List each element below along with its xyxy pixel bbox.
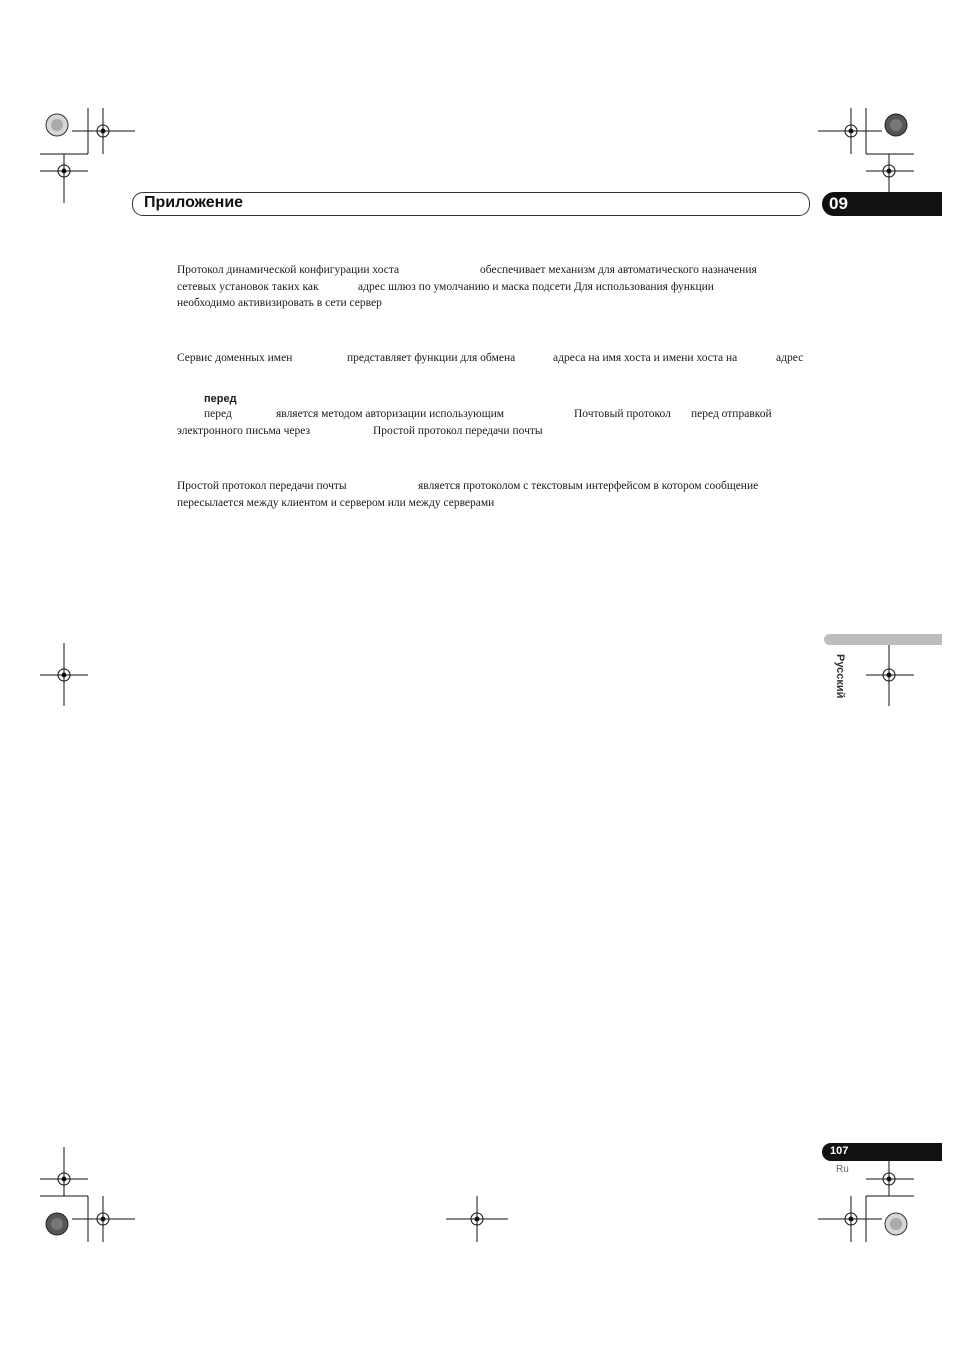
page-number: 107 xyxy=(830,1145,849,1157)
pop-line2-a: электронного письма через xyxy=(177,425,311,437)
pop-before-heading: перед xyxy=(204,393,237,405)
pop-line1-a: перед xyxy=(204,408,232,420)
dns-line1-d: адрес xyxy=(776,352,804,364)
page-language-code: Ru xyxy=(836,1164,849,1175)
page-title: Приложение xyxy=(144,194,244,211)
dhcp-line3: необходимо активизировать в сети сервер xyxy=(177,297,382,309)
pop-line1-b: является методом авторизации использующим xyxy=(276,408,505,420)
dhcp-line1-a: Протокол динамической конфигурации хоста xyxy=(177,264,400,276)
smtp-line1-a: Простой протокол передачи почты xyxy=(177,480,347,492)
smtp-line2: пересылается между клиентом и сервером или между серверами xyxy=(177,497,495,509)
language-label: Русский xyxy=(834,654,846,699)
dns-line1-c: адреса на имя хоста и имени хоста на xyxy=(553,352,738,364)
pop-line1-d: перед отправкой xyxy=(691,408,772,420)
language-tab-bar xyxy=(824,634,942,645)
dhcp-line2-b: адрес шлюз по умолчанию и маска подсети Для использования функции xyxy=(358,281,714,293)
pop-line1-c: Почтовый протокол xyxy=(574,408,671,420)
chapter-number: 09 xyxy=(829,194,848,213)
smtp-line1-b: является протоколом с текстовым интерфейсом в котором сообщение xyxy=(418,480,759,492)
dns-line1-a: Сервис доменных имен xyxy=(177,352,293,364)
dhcp-line2-a: сетевых установок таких как xyxy=(177,281,319,293)
dhcp-line1-b: обеспечивает механизм для автоматического назначения xyxy=(480,264,757,276)
dns-line1-b: представляет функции для обмена xyxy=(347,352,516,364)
pop-line2-b: Простой протокол передачи почты xyxy=(373,425,543,437)
